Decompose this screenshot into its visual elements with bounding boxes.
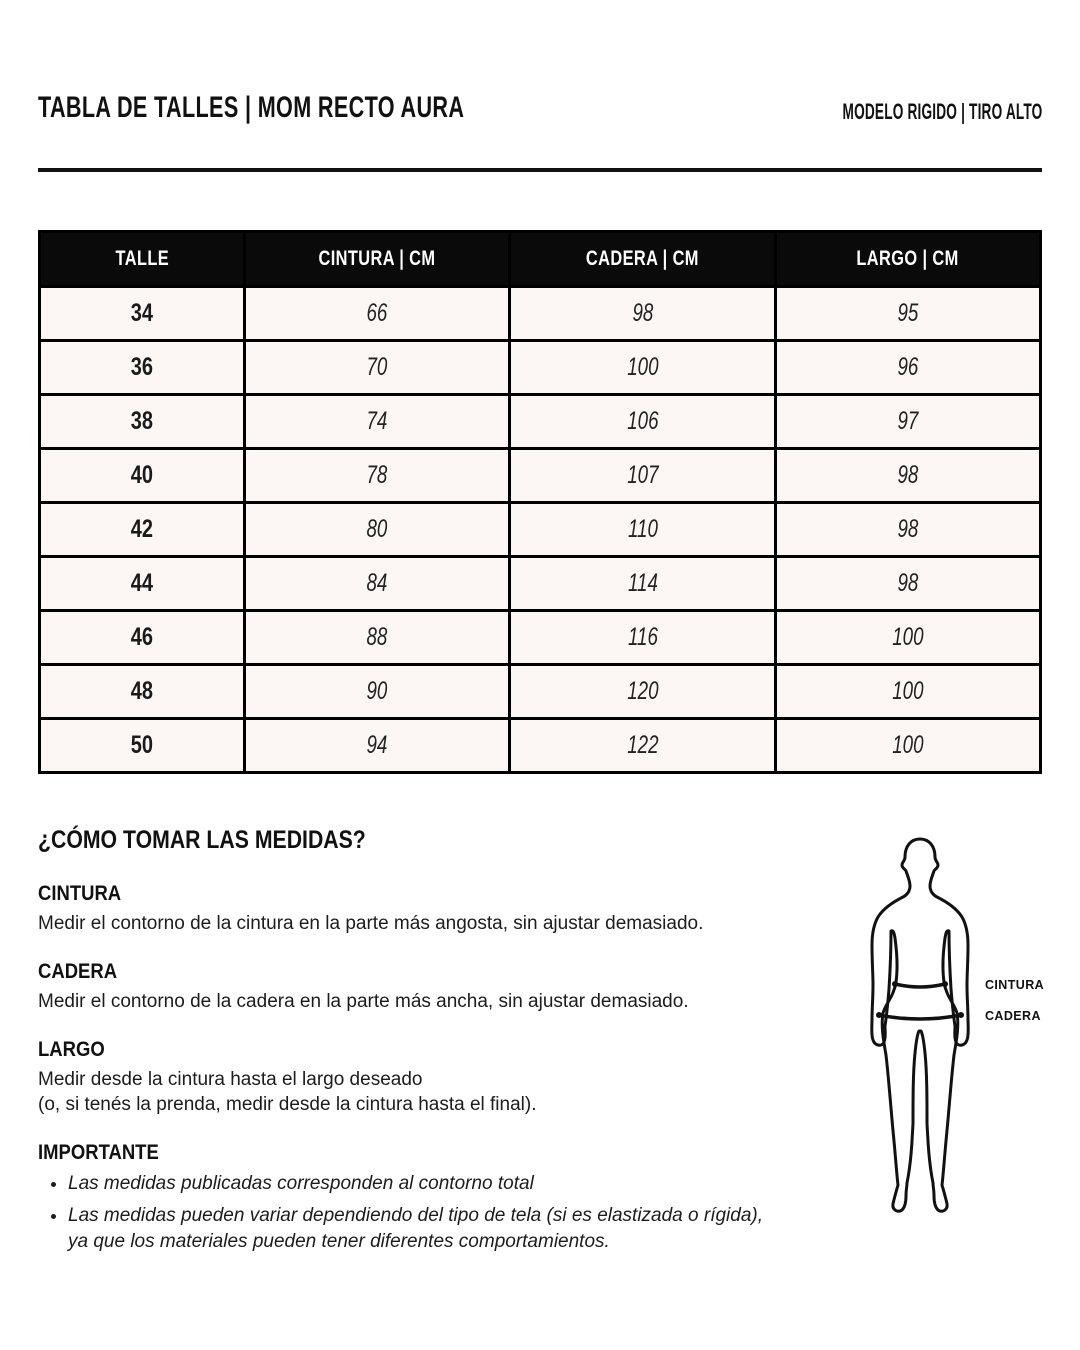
body-measurement-figure <box>855 833 1080 1233</box>
cell-talle: 44 <box>40 557 245 611</box>
cell-talle: 46 <box>40 611 245 665</box>
size-table-body <box>40 287 1041 773</box>
cell-cadera: 100 <box>510 341 775 395</box>
hip-label: CADERA <box>985 1009 1041 1023</box>
cell-cintura: 84 <box>245 557 510 611</box>
cell-talle: 50 <box>40 719 245 773</box>
cell-cadera: 122 <box>510 719 775 773</box>
page-title <box>38 92 630 124</box>
measure-section <box>38 881 838 936</box>
cell-talle: 34 <box>40 287 245 341</box>
cell-largo: 98 <box>775 557 1040 611</box>
table-row <box>40 665 1041 719</box>
page-subtitle <box>720 100 1042 124</box>
how-to-measure-title: ¿CÓMO TOMAR LAS MEDIDAS? <box>38 826 366 854</box>
cell-largo: 98 <box>775 503 1040 557</box>
cell-cadera: 107 <box>510 449 775 503</box>
table-row <box>40 557 1041 611</box>
waist-line-dot-right <box>942 981 948 987</box>
body-figure-svg <box>855 833 1080 1233</box>
cell-largo: 98 <box>775 449 1040 503</box>
important-list <box>38 1171 838 1255</box>
cell-largo: 100 <box>775 665 1040 719</box>
cell-cadera: 120 <box>510 665 775 719</box>
cell-cintura: 74 <box>245 395 510 449</box>
header-row <box>40 232 1041 287</box>
size-table <box>38 230 1042 774</box>
cell-largo: 96 <box>775 341 1040 395</box>
cell-cintura: 78 <box>245 449 510 503</box>
page-title-text: TABLA DE TALLES | MOM RECTO AURA <box>38 91 465 124</box>
waist-line-dot-left <box>892 981 898 987</box>
cell-cintura: 70 <box>245 341 510 395</box>
measure-instruction-line: (o, si tenés la prenda, medir desde la cintura hasta el final). <box>38 1094 537 1115</box>
cell-largo: 100 <box>775 611 1040 665</box>
measure-instruction-line: Medir desde la cintura hasta el largo deseado <box>38 1069 423 1090</box>
col-header-cadera: CADERA | CM <box>510 232 775 287</box>
cell-talle: 40 <box>40 449 245 503</box>
measure-section-heading: CADERA <box>38 960 118 983</box>
measure-section-heading: CINTURA <box>38 882 122 905</box>
measure-instruction-line: Medir el contorno de la cintura en la parte más angosta, sin ajustar demasiado. <box>38 913 704 934</box>
measure-section <box>38 959 838 1014</box>
cell-cadera: 98 <box>510 287 775 341</box>
table-row <box>40 395 1041 449</box>
important-block <box>38 1140 838 1255</box>
table-row <box>40 449 1041 503</box>
body-outline <box>872 839 969 1211</box>
cell-cintura: 66 <box>245 287 510 341</box>
cell-cadera: 116 <box>510 611 775 665</box>
measure-section-heading: LARGO <box>38 1038 105 1061</box>
hip-line-dot-left <box>876 1012 882 1018</box>
page-subtitle-text: MODELO RIGIDO | TIRO ALTO <box>842 99 1042 124</box>
important-bullet: • Las medidas pueden variar dependiendo del tipo de tela (si es elastizada o rígida), ya que los materiales pueden tener diferentes comportamientos. <box>68 1203 786 1255</box>
measure-sections <box>38 881 838 1117</box>
measure-instruction-line: Medir el contorno de la cadera en la parte más ancha, sin ajustar demasiado. <box>38 991 689 1012</box>
cell-cadera: 106 <box>510 395 775 449</box>
cell-talle: 36 <box>40 341 245 395</box>
important-bullet: • Las medidas publicadas corresponden al contorno total <box>68 1171 786 1197</box>
cell-largo: 97 <box>775 395 1040 449</box>
header-divider <box>38 168 1042 172</box>
col-header-cintura: CINTURA | CM <box>245 232 510 287</box>
how-to-measure-section <box>38 826 838 1261</box>
cell-largo: 95 <box>775 287 1040 341</box>
cell-cintura: 90 <box>245 665 510 719</box>
col-header-talle: TALLE <box>40 232 245 287</box>
cell-cintura: 88 <box>245 611 510 665</box>
important-heading: IMPORTANTE <box>38 1141 159 1164</box>
waist-label: CINTURA <box>985 978 1045 992</box>
table-row <box>40 611 1041 665</box>
cell-cadera: 114 <box>510 557 775 611</box>
cell-cadera: 110 <box>510 503 775 557</box>
measure-section <box>38 1037 838 1117</box>
table-row <box>40 503 1041 557</box>
table-row <box>40 719 1041 773</box>
cell-cintura: 94 <box>245 719 510 773</box>
size-table-header <box>40 232 1041 287</box>
cell-talle: 48 <box>40 665 245 719</box>
table-row <box>40 287 1041 341</box>
cell-cintura: 80 <box>245 503 510 557</box>
cell-talle: 38 <box>40 395 245 449</box>
cell-talle: 42 <box>40 503 245 557</box>
table-row <box>40 341 1041 395</box>
col-header-largo: LARGO | CM <box>775 232 1040 287</box>
hip-line-dot-right <box>958 1012 964 1018</box>
cell-largo: 100 <box>775 719 1040 773</box>
